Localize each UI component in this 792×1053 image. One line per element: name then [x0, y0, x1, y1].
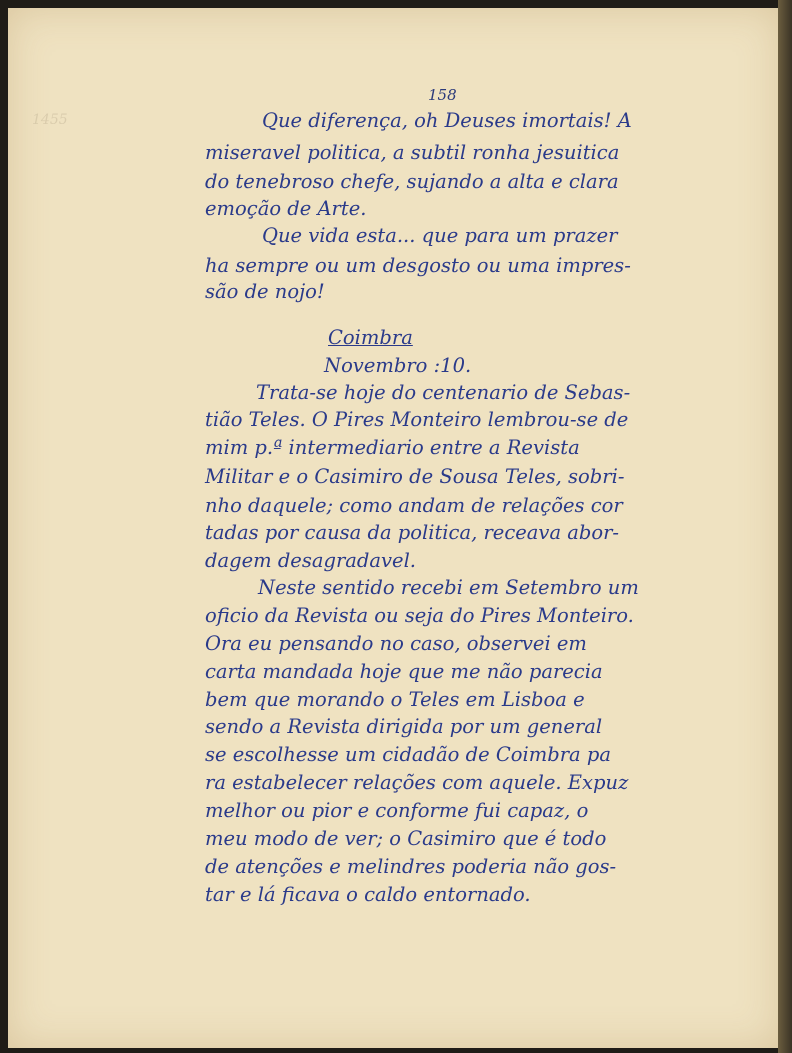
text-line: bem que morando o Teles em Lisboa e — [205, 688, 585, 711]
text-line: tadas por causa da politica, receava abor- — [205, 521, 620, 544]
text-line: ha sempre ou um desgosto ou uma impres- — [205, 254, 631, 277]
text-line: emoção de Arte. — [205, 197, 367, 220]
text-line: Militar e o Casimiro de Sousa Teles, sobri- — [205, 465, 625, 488]
text-line: do tenebroso chefe, sujando a alta e clara — [205, 170, 619, 193]
text-line: Que diferença, oh Deuses imortais! A — [262, 109, 632, 132]
text-line: Que vida esta... que para um prazer — [262, 224, 618, 247]
text-line: se escolhesse um cidadão de Coimbra pa — [205, 743, 611, 766]
text-line: Trata-se hoje do centenario de Sebas- — [256, 381, 631, 404]
date-heading: Novembro :10. — [324, 354, 472, 377]
text-line: mim p.ª intermediario entre a Revista — [205, 436, 580, 459]
text-line: de atenções e melindres poderia não gos- — [205, 855, 617, 878]
text-line: melhor ou pior e conforme fui capaz, o — [205, 799, 589, 822]
text-line: dagem desagradavel. — [205, 549, 417, 572]
text-line: meu modo de ver; o Casimiro que é todo — [205, 827, 607, 850]
text-line: miseravel politica, a subtil ronha jesuitica — [205, 141, 620, 164]
text-line: Ora eu pensando no caso, observei em — [205, 632, 587, 655]
text-line: ra estabelecer relações com aquele. Expuz — [205, 771, 629, 794]
text-line: nho daquele; como andam de relações cor — [205, 494, 623, 517]
text-line: tião Teles. O Pires Monteiro lembrou-se de — [205, 408, 629, 431]
book-binding-edge — [778, 0, 792, 1053]
text-line: carta mandada hoje que me não parecia — [205, 660, 603, 683]
text-line: oficio da Revista ou seja do Pires Monteiro. — [205, 604, 634, 627]
text-line: tar e lá ficava o caldo entornado. — [205, 883, 531, 906]
text-line: sendo a Revista dirigida por um general — [205, 715, 603, 738]
text-line: são de nojo! — [205, 280, 325, 303]
page-number: 158 — [428, 86, 457, 104]
faded-margin-note: 1455 — [32, 112, 68, 128]
place-heading: Coimbra — [328, 326, 413, 349]
text-line: Neste sentido recebi em Setembro um — [258, 576, 639, 599]
